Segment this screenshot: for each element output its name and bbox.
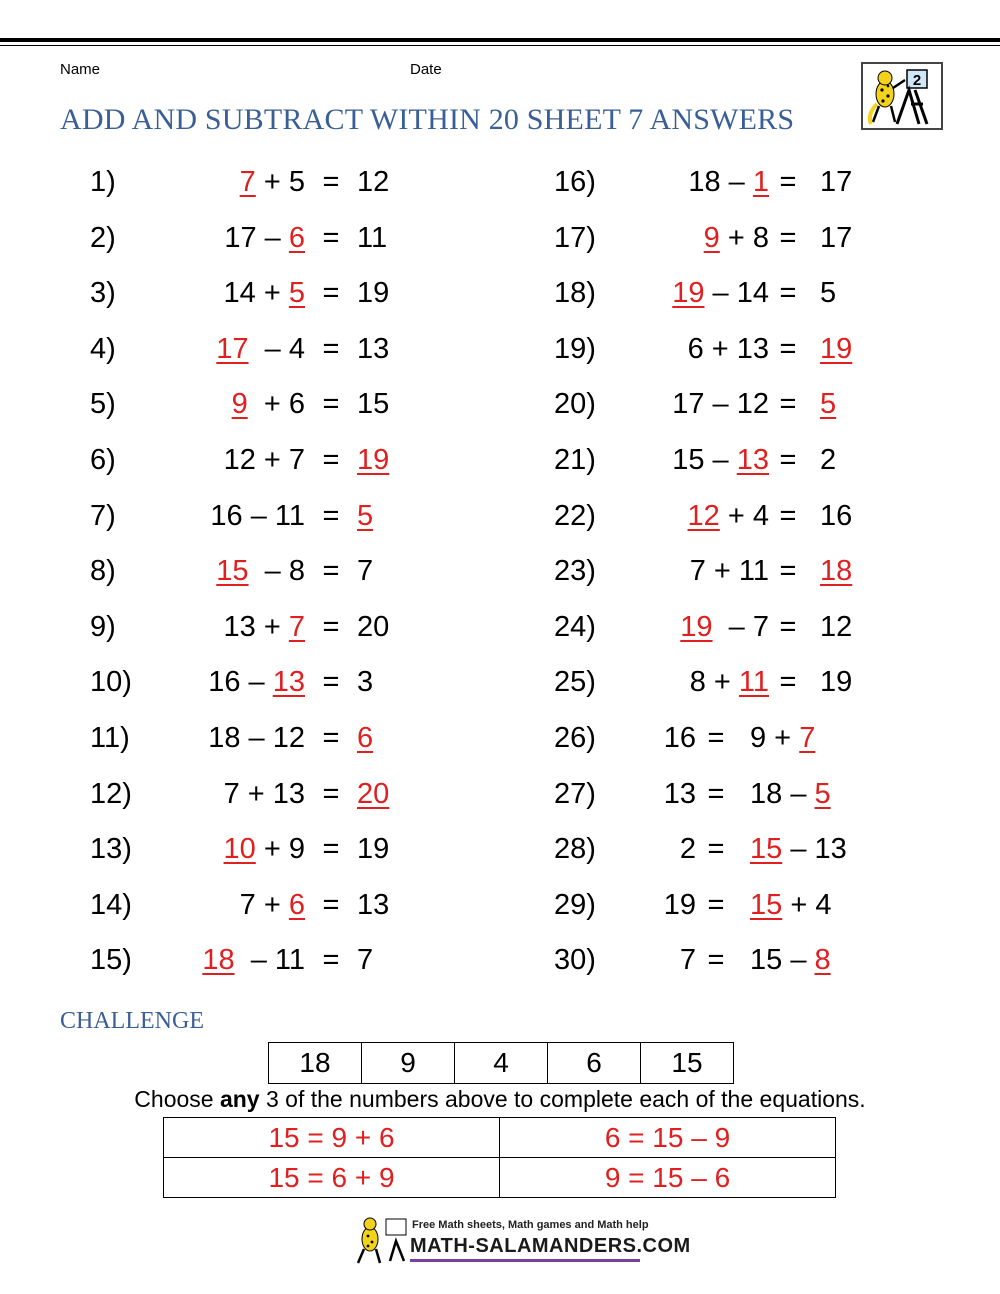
footer-site: MATH-SALAMANDERS.COM — [410, 1235, 691, 1257]
answer-value: 15 — [750, 888, 783, 921]
challenge-number: 6 — [548, 1043, 641, 1084]
problem-expression — [614, 607, 769, 647]
problem-row — [90, 607, 510, 647]
answer-value: 19 — [680, 610, 713, 643]
problem-result — [357, 218, 387, 258]
problem-number: 14) — [90, 888, 132, 921]
problem-expression — [150, 718, 305, 758]
problem-result — [820, 496, 852, 536]
answer-value: 18 — [202, 944, 235, 977]
expression-text: 3 — [357, 666, 374, 699]
expression-text: 17 – 12 — [672, 388, 769, 421]
salamander-logo — [861, 62, 943, 130]
expression-text: 2 — [679, 833, 696, 866]
problem-expression — [150, 329, 305, 369]
equals-sign: = — [707, 722, 725, 754]
answer-value: 6 — [288, 888, 305, 921]
problem-row — [90, 440, 510, 480]
expression-text: 18 – 12 — [208, 722, 305, 754]
equals-sign: = — [779, 444, 797, 476]
expression-text: + 4 — [719, 499, 769, 532]
problem-row — [554, 496, 974, 536]
problem-number: 21) — [554, 444, 596, 476]
top-rule-thin — [0, 45, 1000, 46]
expression-text: 7 — [357, 555, 374, 588]
expression-text: + 4 — [782, 888, 832, 921]
problem-result — [357, 162, 389, 202]
expression-text: 17 – — [224, 221, 289, 254]
problem-expression — [150, 829, 305, 869]
expression-text: 13 — [357, 332, 390, 365]
equals-sign: = — [707, 944, 725, 977]
problem-number: 6) — [90, 444, 116, 476]
problem-number: 11) — [90, 722, 130, 754]
problem-result — [750, 774, 831, 814]
equals-sign: = — [322, 332, 340, 365]
expression-text: 11 — [357, 221, 388, 254]
equals-sign: = — [322, 221, 340, 254]
expression-text: 15 — [357, 388, 390, 421]
problem-expression — [150, 885, 305, 925]
expression-text: 18 – — [688, 166, 753, 198]
problem-number: 29) — [554, 888, 596, 921]
equals-sign: = — [322, 777, 340, 810]
problem-number: 18) — [554, 277, 596, 310]
problem-result — [357, 607, 389, 647]
equals-sign: = — [322, 610, 340, 643]
equals-sign: = — [322, 888, 340, 921]
name-label: Name — [60, 61, 101, 78]
expression-text: 13 + — [223, 610, 289, 643]
problem-number: 7) — [90, 499, 116, 532]
problem-row — [554, 718, 974, 758]
problem-result — [357, 662, 373, 702]
problem-expression — [150, 496, 305, 536]
problem-expression — [150, 273, 305, 313]
problem-number: 13) — [90, 833, 132, 866]
problem-row — [554, 218, 974, 258]
problem-expression — [614, 940, 696, 980]
problem-result — [820, 551, 852, 591]
problem-result — [820, 440, 836, 480]
problem-number: 3) — [90, 277, 116, 310]
problem-result — [820, 329, 852, 369]
expression-text: 13 — [357, 888, 390, 921]
problem-result — [357, 774, 389, 814]
problem-number: 30) — [554, 944, 596, 977]
date-label: Date — [410, 61, 442, 78]
problem-expression — [614, 218, 769, 258]
problem-row — [554, 162, 974, 202]
problem-expression — [614, 329, 769, 369]
problem-number: 24) — [554, 610, 596, 643]
expression-text: 17 — [820, 221, 853, 254]
expression-text: + 6 — [247, 388, 305, 421]
expression-text: 16 – 11 — [210, 499, 305, 532]
expression-text: 2 — [820, 444, 837, 476]
problem-expression — [150, 607, 305, 647]
answer-value: 15 — [216, 555, 249, 588]
problem-number: 1) — [90, 166, 116, 198]
problem-expression — [150, 384, 305, 424]
problem-number: 4) — [90, 332, 116, 365]
problem-expression — [614, 273, 769, 313]
expression-text: 15 – — [750, 944, 815, 977]
expression-text: 6 + 13 — [687, 332, 769, 365]
instruction-text: Choose — [134, 1086, 220, 1112]
equals-sign: = — [779, 277, 797, 310]
challenge-number: 4 — [455, 1043, 548, 1084]
challenge-number: 9 — [362, 1043, 455, 1084]
expression-text: 19 — [357, 833, 390, 866]
problem-row — [90, 496, 510, 536]
answer-value: 5 — [288, 277, 305, 310]
expression-text: 14 + — [223, 277, 289, 310]
problem-row — [554, 551, 974, 591]
answer-value: 19 — [820, 332, 853, 365]
expression-text: – 13 — [782, 833, 847, 866]
problem-number: 27) — [554, 777, 596, 810]
problem-result — [357, 440, 389, 480]
answer-value: 7 — [288, 610, 305, 643]
problem-result — [357, 940, 373, 980]
expression-text: 17 — [820, 166, 853, 198]
equals-sign: = — [322, 388, 340, 421]
problem-result — [820, 384, 836, 424]
problem-number: 20) — [554, 388, 596, 421]
expression-text: 12 — [820, 610, 853, 643]
problem-expression — [614, 551, 769, 591]
answer-value: 20 — [357, 777, 390, 810]
expression-text: 9 + — [750, 722, 800, 754]
problem-number: 17) — [554, 221, 596, 254]
answer-value: 5 — [820, 388, 837, 421]
problem-number: 9) — [90, 610, 116, 643]
problem-row — [90, 218, 510, 258]
answer-value: 5 — [814, 777, 831, 810]
expression-text: + 5 — [255, 166, 305, 198]
problem-row — [554, 329, 974, 369]
challenge-answer: 15 = 6 + 9 — [164, 1158, 500, 1198]
answer-value: 19 — [357, 444, 390, 476]
problem-row — [90, 662, 510, 702]
problem-result — [820, 662, 852, 702]
problem-expression — [150, 162, 305, 202]
answer-value: 1 — [752, 166, 769, 198]
challenge-number: 15 — [641, 1043, 734, 1084]
problem-row — [554, 662, 974, 702]
challenge-answer: 6 = 15 – 9 — [500, 1118, 836, 1158]
equals-sign: = — [322, 833, 340, 866]
problem-number: 26) — [554, 722, 596, 754]
expression-text: 20 — [357, 610, 390, 643]
equals-sign: = — [322, 722, 340, 754]
footer-logo — [350, 1215, 691, 1265]
expression-text: – 4 — [248, 332, 305, 365]
problem-result — [820, 218, 852, 258]
equals-sign: = — [779, 666, 797, 699]
expression-text: 16 — [820, 499, 853, 532]
problem-expression — [614, 162, 769, 202]
challenge-instruction — [0, 1086, 1000, 1113]
equals-sign: = — [707, 777, 725, 810]
problem-number: 12) — [90, 777, 132, 810]
problem-expression — [614, 829, 696, 869]
expression-text: – 14 — [704, 277, 769, 310]
challenge-title: CHALLENGE — [60, 1008, 204, 1034]
problem-expression — [150, 218, 305, 258]
problem-row — [554, 774, 974, 814]
equals-sign: = — [322, 666, 340, 699]
answer-value: 7 — [239, 166, 256, 198]
expression-text: – 11 — [234, 944, 305, 977]
expression-text: 7 + — [239, 888, 289, 921]
instruction-bold: any — [219, 1086, 260, 1112]
problem-number: 15) — [90, 944, 132, 977]
problem-expression — [614, 440, 769, 480]
challenge-numbers-table — [268, 1042, 734, 1084]
problem-result — [357, 829, 389, 869]
answer-value: 6 — [288, 221, 305, 254]
equals-sign: = — [322, 444, 340, 476]
logo-grade-text: 2 — [912, 72, 922, 89]
equals-sign: = — [779, 166, 797, 198]
challenge-answer: 9 = 15 – 6 — [500, 1158, 836, 1198]
answer-value: 5 — [357, 499, 374, 532]
equals-sign: = — [779, 610, 797, 643]
equals-sign: = — [322, 277, 340, 310]
expression-text: 19 — [820, 666, 853, 699]
expression-text: + 8 — [719, 221, 769, 254]
problem-result — [357, 551, 373, 591]
problem-number: 10) — [90, 666, 132, 699]
problem-expression — [150, 662, 305, 702]
problem-row — [554, 384, 974, 424]
expression-text: 7 + 11 — [689, 555, 769, 588]
problem-result — [357, 718, 373, 758]
problem-number: 5) — [90, 388, 116, 421]
equals-sign: = — [322, 555, 340, 588]
problem-result — [750, 829, 847, 869]
equals-sign: = — [779, 555, 797, 588]
challenge-number: 18 — [269, 1043, 362, 1084]
problem-result — [357, 384, 389, 424]
problem-result — [750, 940, 831, 980]
answer-value: 10 — [223, 833, 256, 866]
problem-result — [820, 162, 852, 202]
top-rule — [0, 38, 1000, 42]
problem-number: 22) — [554, 499, 596, 532]
expression-text: 19 — [663, 888, 696, 921]
problem-row — [90, 885, 510, 925]
answer-value: 9 — [231, 388, 248, 421]
answer-value: 12 — [687, 499, 720, 532]
instruction-text: 3 of the numbers above to complete each of the equations. — [259, 1086, 866, 1112]
equals-sign: = — [322, 166, 340, 198]
problem-row — [554, 940, 974, 980]
problem-number: 28) — [554, 833, 596, 866]
problem-result — [357, 329, 389, 369]
answer-value: 8 — [814, 944, 831, 977]
expression-text: 12 — [357, 166, 390, 198]
expression-text: 16 — [663, 722, 696, 754]
expression-text: 19 — [357, 277, 390, 310]
expression-text: 13 — [663, 777, 696, 810]
problem-expression — [150, 440, 305, 480]
problem-expression — [614, 885, 696, 925]
problem-row — [90, 774, 510, 814]
answer-value: 19 — [672, 277, 705, 310]
problem-result — [750, 885, 831, 925]
equals-sign: = — [779, 499, 797, 532]
problem-row — [554, 273, 974, 313]
problem-result — [357, 273, 389, 313]
equals-sign: = — [779, 388, 797, 421]
equals-sign: = — [707, 888, 725, 921]
problem-expression — [150, 551, 305, 591]
expression-text: 5 — [820, 277, 837, 310]
problem-result — [820, 273, 836, 313]
answer-value: 7 — [799, 722, 816, 754]
equals-sign: = — [322, 944, 340, 977]
answer-value: 6 — [357, 722, 374, 754]
problem-number: 25) — [554, 666, 596, 699]
challenge-answers-table — [163, 1117, 836, 1198]
expression-text: + 9 — [255, 833, 305, 866]
problem-row — [90, 551, 510, 591]
answer-value: 15 — [750, 833, 783, 866]
answer-value: 17 — [216, 332, 249, 365]
answer-value: 13 — [736, 444, 769, 476]
problem-row — [554, 440, 974, 480]
answer-value: 13 — [272, 666, 305, 699]
equals-sign: = — [779, 221, 797, 254]
expression-text: 7 — [357, 944, 374, 977]
equals-sign: = — [322, 499, 340, 532]
problem-expression — [614, 718, 696, 758]
problem-expression — [150, 940, 305, 980]
problem-row — [90, 718, 510, 758]
expression-text: 12 + 7 — [223, 444, 305, 476]
footer-salamander-icon — [350, 1215, 408, 1265]
equals-sign: = — [707, 833, 725, 866]
problem-row — [90, 940, 510, 980]
expression-text: – 7 — [712, 610, 769, 643]
problem-row — [90, 829, 510, 869]
problem-row — [90, 162, 510, 202]
problem-row — [554, 607, 974, 647]
problem-result — [357, 885, 389, 925]
problem-result — [357, 496, 373, 536]
expression-text: 7 + 13 — [223, 777, 305, 810]
expression-text: 7 — [679, 944, 696, 977]
expression-text: 8 + — [689, 666, 739, 699]
problem-number: 16) — [554, 166, 596, 198]
problem-expression — [614, 774, 696, 814]
problem-number: 8) — [90, 555, 116, 588]
expression-text: 15 – — [672, 444, 737, 476]
problem-expression — [150, 774, 305, 814]
footer-tagline: Free Math sheets, Math games and Math help — [412, 1219, 649, 1231]
problem-row — [554, 885, 974, 925]
problem-row — [90, 273, 510, 313]
answer-value: 18 — [820, 555, 853, 588]
expression-text: – 8 — [248, 555, 305, 588]
answer-value: 9 — [703, 221, 720, 254]
equals-sign: = — [779, 332, 797, 365]
problem-number: 19) — [554, 332, 596, 365]
problem-number: 2) — [90, 221, 116, 254]
footer-underline — [410, 1259, 640, 1262]
problem-number: 23) — [554, 555, 596, 588]
expression-text: 16 – — [208, 666, 273, 699]
expression-text: 18 – — [750, 777, 815, 810]
problem-expression — [614, 384, 769, 424]
problem-row — [90, 329, 510, 369]
page-title: ADD AND SUBTRACT WITHIN 20 SHEET 7 ANSWERS — [60, 103, 795, 136]
problem-row — [554, 829, 974, 869]
answer-value: 11 — [738, 666, 769, 699]
problem-expression — [614, 662, 769, 702]
problem-expression — [614, 496, 769, 536]
problem-row — [90, 384, 510, 424]
problem-result — [750, 718, 815, 758]
problem-result — [820, 607, 852, 647]
challenge-answer: 15 = 9 + 6 — [164, 1118, 500, 1158]
